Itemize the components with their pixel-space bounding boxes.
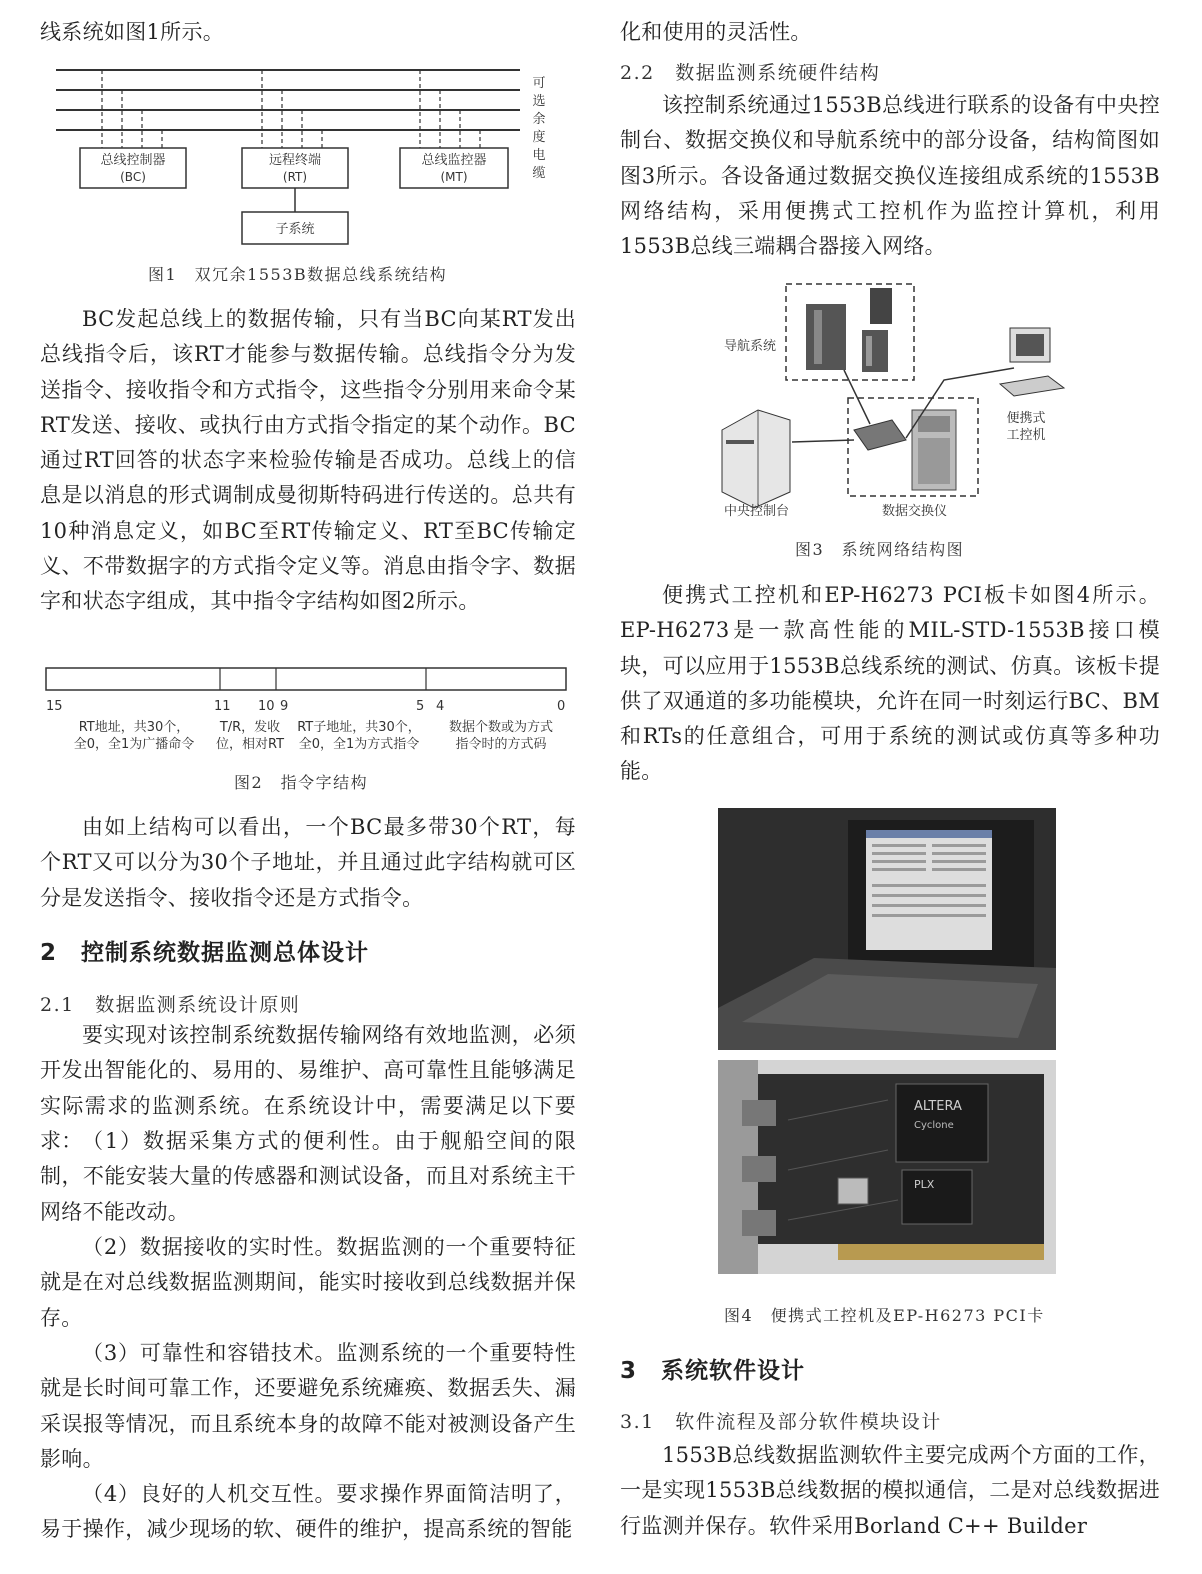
figure-3-caption: 图3 系统网络结构图	[795, 540, 965, 559]
bit-15: 15	[46, 699, 63, 714]
nav-system-label: 导航系统	[724, 339, 777, 354]
console-label: 中央控制台	[724, 504, 790, 519]
paragraph-structure: 由如上结构可以看出，一个BC最多带30个RT，每个RT又可以分为30个子地址，并且通过此字结构就可区分是发送指令、接收指令还是方式指令。	[40, 815, 576, 910]
section-3-heading: 3 系统软件设计	[620, 1358, 806, 1384]
console-device	[722, 410, 790, 508]
paragraph-bc-transfer: BC发起总线上的数据传输，只有当BC向某RT发出总线指令后，该RT才能参与数据传输。总线指令分为发送指令、接收指令和方式指令，这些指令分别用来命令某RT发送、接收、或执行由方式指令指定的某个动作。BC通过RT回答的状态字来检验传输是否成功。总线上的信息是以消息的形式调制成曼彻斯特码进行传送的。总共有10种消息定义，如BC至RT传输定义、RT至BC传输定义、不带数据字的方式指令定义等。消息由指令字、数据字和状态字组成，其中指令字结构如图2所示。	[40, 307, 576, 614]
field-tr-bit: T/R，发收 位，相对RT	[215, 720, 285, 752]
paragraph-req-4: （4）良好的人机交互性。要求操作界面简洁明了，易于操作，减少现场的软、硬件的维护，提高系统的智能	[40, 1482, 576, 1542]
figure-2-word-bar	[40, 664, 576, 694]
laptop-device	[1000, 328, 1064, 396]
figure-4-caption: 图4 便携式工控机及EP-H6273 PCI卡	[724, 1306, 1045, 1325]
mt-label-1: 总线监控器	[421, 153, 487, 168]
bit-5: 5	[416, 699, 425, 714]
nav-servers	[806, 288, 892, 372]
field-word-count: 数据个数或为方式 指令时的方式码	[448, 720, 553, 752]
paragraph-req-1: （1）数据采集方式的便利性。由于舰船空间的限制，不能安装大量的传感器和测试设备，而且对系统主干网络不能改动。	[40, 1129, 576, 1224]
paragraph-req-2: （2）数据接收的实时性。数据监测的一个重要特征就是在对总线数据监测期间，能实时接收到总线数据并保存。	[40, 1235, 576, 1330]
figure-1-caption: 图1 双冗余1553B数据总线系统结构	[148, 265, 448, 284]
paragraph-req-3: （3）可靠性和容错技术。监测系统的一个重要特性就是长时间可靠工作，还要避免系统瘫痪、数据丢失、漏采误报等情况，而且系统本身的故障不能对被测设备产生影响。	[40, 1341, 576, 1471]
bit-4: 4	[436, 699, 445, 714]
switch-label: 数据交换仪	[882, 504, 948, 519]
mt-label-2: (MT)	[440, 170, 468, 184]
bit-10: 10	[258, 699, 275, 714]
bit-9: 9	[280, 699, 289, 714]
figure-2-caption: 图2 指令字结构	[234, 773, 369, 792]
section-2-heading: 2 控制系统数据监测总体设计	[40, 940, 370, 966]
field-rt-address: RT地址，共30个， 全0，全1为广播命令	[73, 720, 195, 752]
paragraph-top: 化和使用的灵活性。	[620, 20, 812, 44]
bc-label-1: 总线控制器	[100, 153, 166, 168]
pci-card-photo	[718, 1060, 1056, 1274]
paragraph-ep-h6273: 便携式工控机和EP-H6273 PCI板卡如图4所示。EP-H6273是一款高性能的MIL-STD-1553B接口模块，可以应用于1553B总线系统的测试、仿真。该板卡提供了双通道的多功能模块，允许在同一时刻运行BC、BM和RTs的任意组合，可用于系统的测试或仿真等多种功能。	[620, 583, 1160, 784]
redundant-cable-label: 可选余度电缆	[532, 76, 546, 181]
rt-label-1: 远程终端	[268, 153, 322, 168]
subsection-2-2-heading: 2.2 数据监测系统硬件结构	[620, 62, 881, 84]
paragraph-hardware: 该控制系统通过1553B总线进行联系的设备有中央控制台、数据交换仪和导航系统中的部分设备，结构简图如图3所示。各设备通过数据交换仪连接组成系统的1553B网络结构，采用便携式工控机作为监控计算机，利用1553B总线三端耦合器接入网络。	[620, 93, 1160, 259]
laptop-photo	[718, 808, 1056, 1050]
paragraph-requirements: 要实现对该控制系统数据传输网络有效地监测，必须开发出智能化的、易用的、易维护、高可靠性且能够满足实际需求的监测系统。在系统设计中，需要满足以下要求：	[40, 1023, 576, 1153]
laptop-label: 便携式 工控机	[1006, 411, 1046, 443]
paragraph-intro: 线系统如图1所示。	[40, 20, 225, 44]
plx-chip-text: PLX	[914, 1178, 935, 1191]
altera-chip-text: ALTERA	[914, 1099, 962, 1114]
field-subaddress: RT子地址，共30个， 全0，全1为方式指令	[297, 720, 421, 752]
rt-label-2: (RT)	[282, 170, 308, 184]
subsection-3-1-heading: 3.1 软件流程及部分软件模块设计	[620, 1411, 942, 1433]
figure-1-bus-diagram	[50, 60, 576, 260]
figure-3-network-diagram	[714, 280, 1074, 520]
paragraph-software: 1553B总线数据监测软件主要完成两个方面的工作，一是实现1553B总线数据的模拟通信，二是对总线数据进行监测并保存。软件采用Borland C++ Builder	[620, 1443, 1160, 1538]
subsection-2-1-heading: 2.1 数据监测系统设计原则	[40, 994, 301, 1016]
bc-label-2: (BC)	[120, 170, 146, 184]
bit-0: 0	[557, 699, 566, 714]
subsystem-label: 子系统	[275, 222, 315, 237]
bit-11: 11	[214, 699, 231, 714]
cyclone-chip-text: Cyclone	[914, 1120, 954, 1131]
